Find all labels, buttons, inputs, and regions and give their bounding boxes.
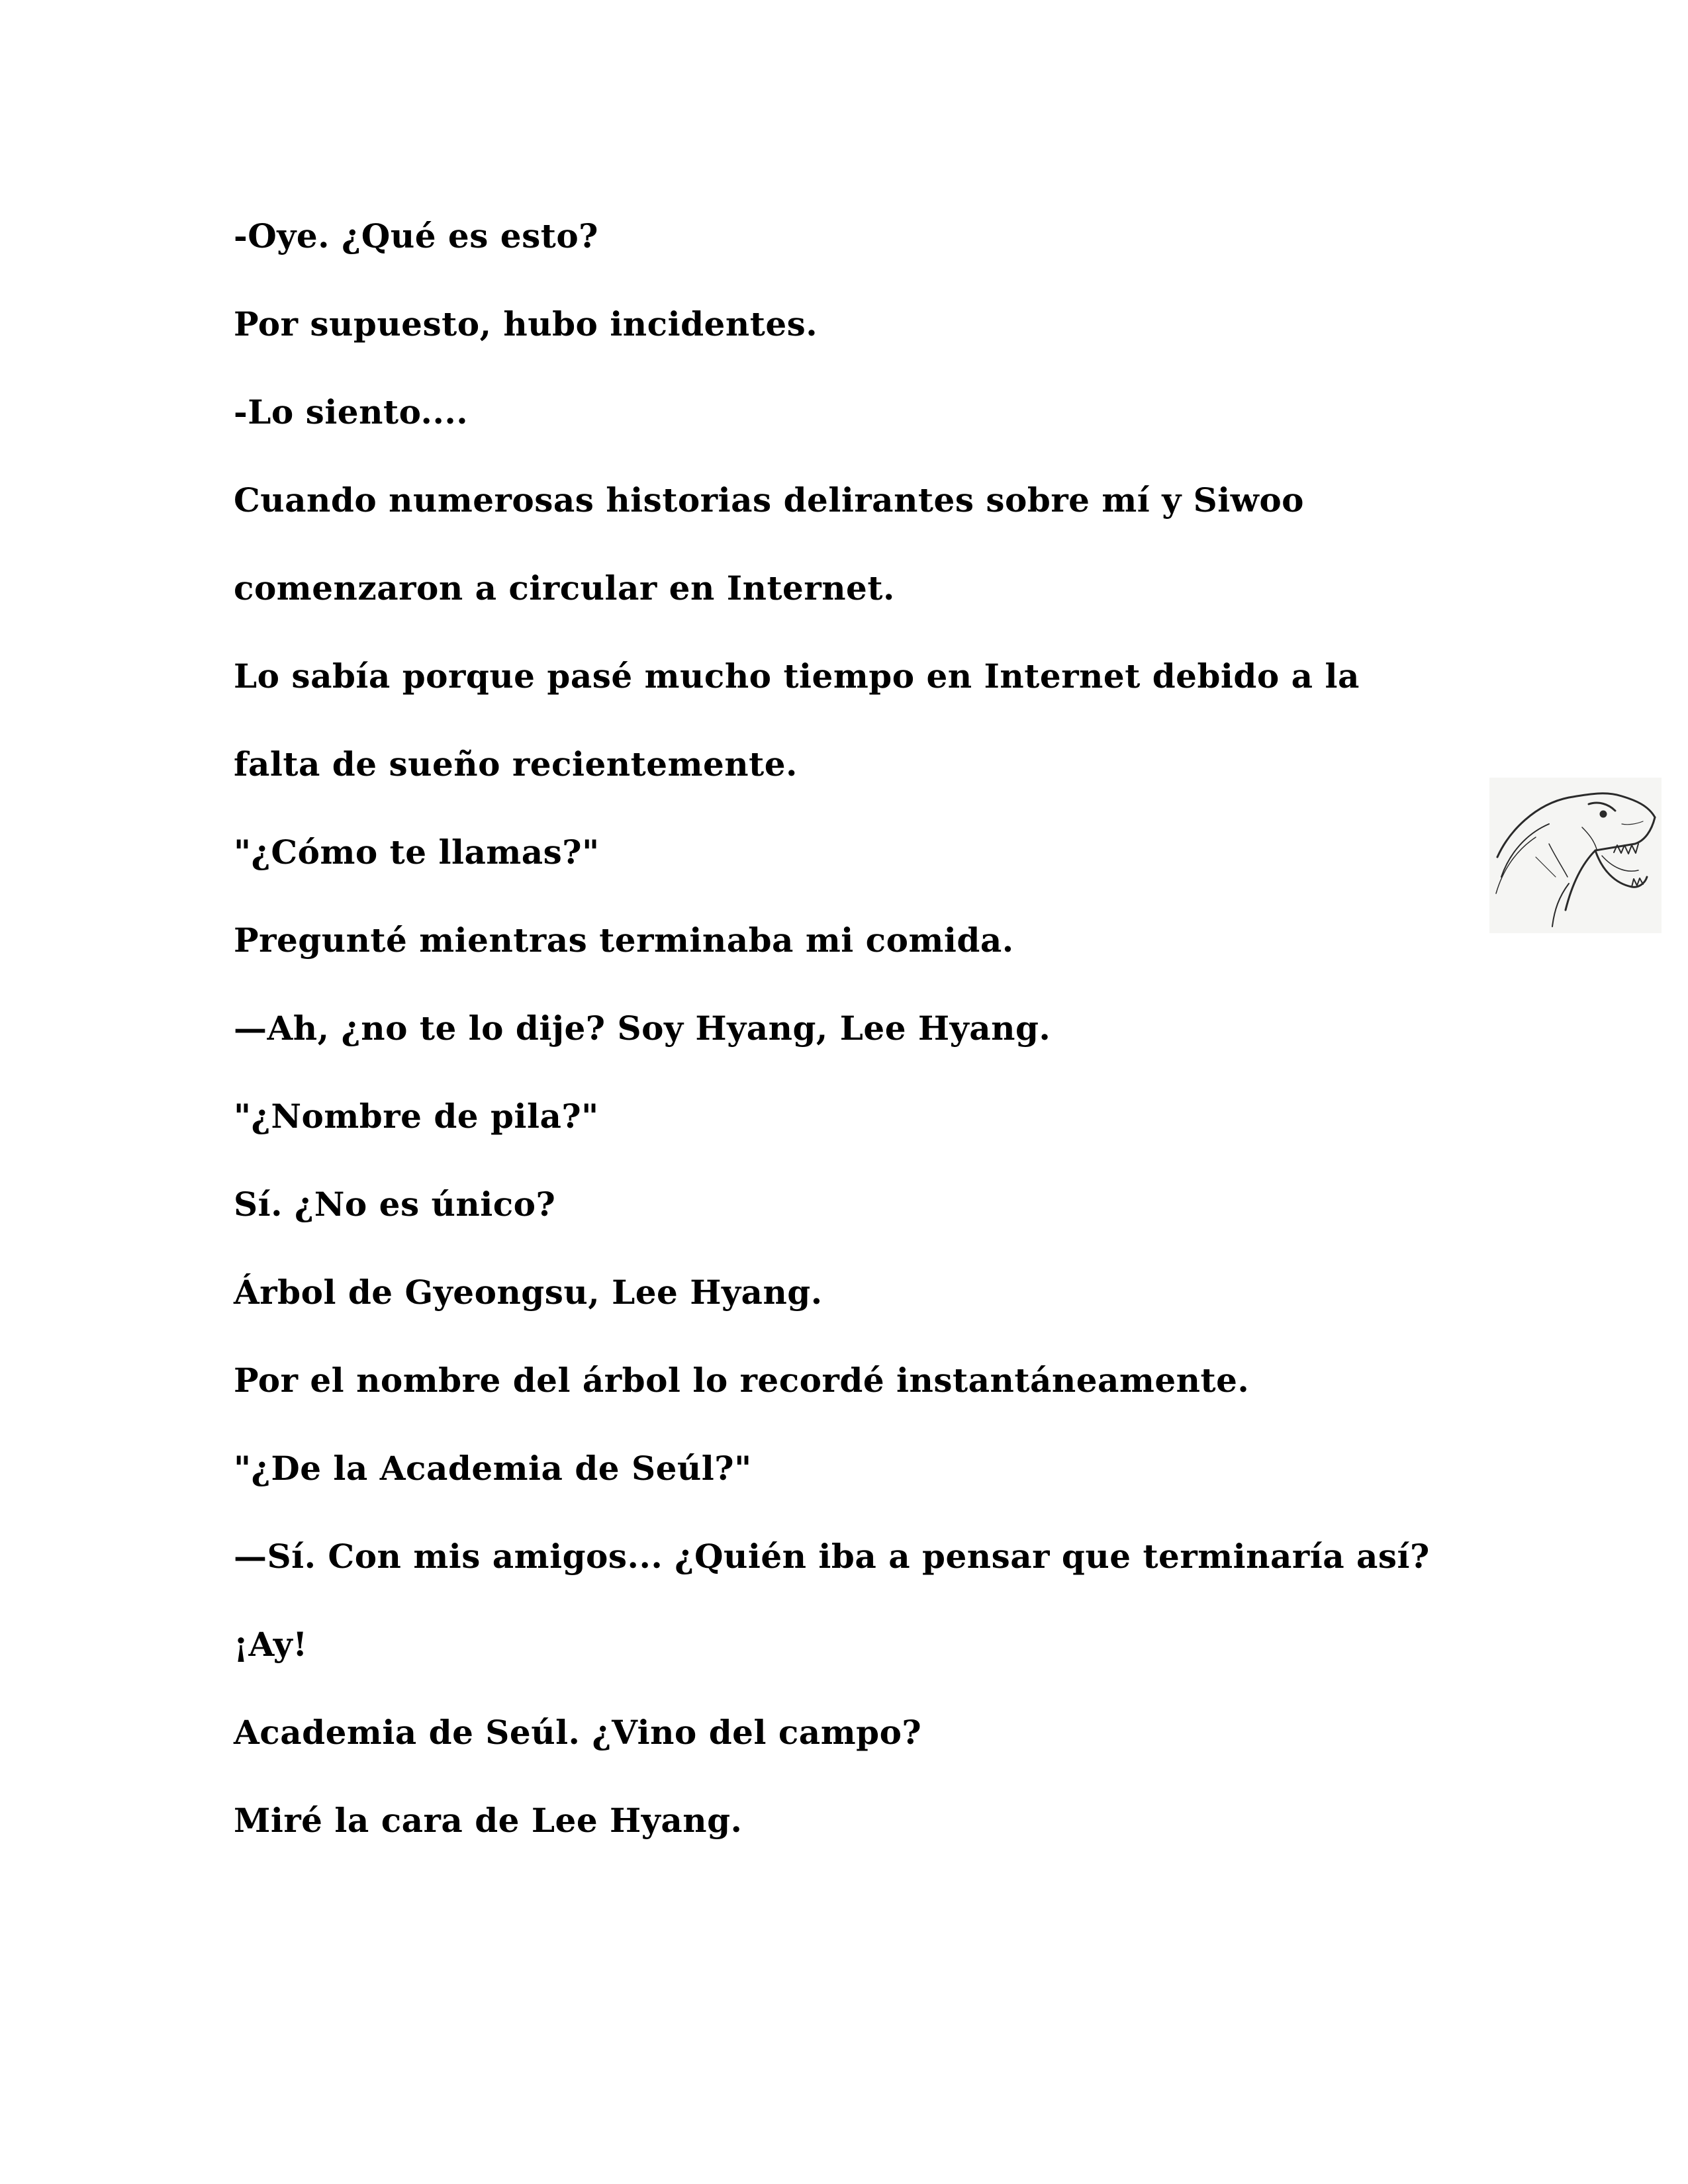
- text-line: falta de sueño recientemente.: [234, 745, 798, 784]
- text-line: "¿De la Academia de Seúl?": [234, 1449, 752, 1488]
- text-line: Por supuesto, hubo incidentes.: [234, 304, 818, 343]
- text-line: -Lo siento....: [234, 392, 469, 432]
- text-line: ¡Ay!: [234, 1625, 308, 1664]
- text-line: Cuando numerosas historias delirantes sobre mí y Siwoo: [234, 480, 1305, 520]
- text-line: Pregunté mientras terminaba mi comida.: [234, 921, 1014, 960]
- text-line: Árbol de Gyeongsu, Lee Hyang.: [234, 1273, 823, 1312]
- text-line: —Sí. Con mis amigos... ¿Quién iba a pensar que terminaría así?: [234, 1537, 1430, 1576]
- text-line: —Ah, ¿no te lo dije? Soy Hyang, Lee Hyang.: [234, 1009, 1051, 1048]
- text-line: Academia de Seúl. ¿Vino del campo?: [234, 1713, 922, 1752]
- text-line: Miré la cara de Lee Hyang.: [234, 1801, 743, 1840]
- text-line: -Oye. ¿Qué es esto?: [234, 216, 598, 255]
- text-line: comenzaron a circular en Internet.: [234, 569, 895, 608]
- text-line: Lo sabía porque pasé mucho tiempo en Internet debido a la: [234, 657, 1360, 696]
- text-line: "¿Cómo te llamas?": [234, 833, 600, 872]
- dinosaur-head-sketch-icon: [1489, 778, 1662, 933]
- text-body: [234, 192, 1524, 1864]
- text-line: Sí. ¿No es único?: [234, 1185, 556, 1224]
- text-line: Por el nombre del árbol lo recordé instantáneamente.: [234, 1361, 1250, 1400]
- text-line: "¿Nombre de pila?": [234, 1097, 599, 1136]
